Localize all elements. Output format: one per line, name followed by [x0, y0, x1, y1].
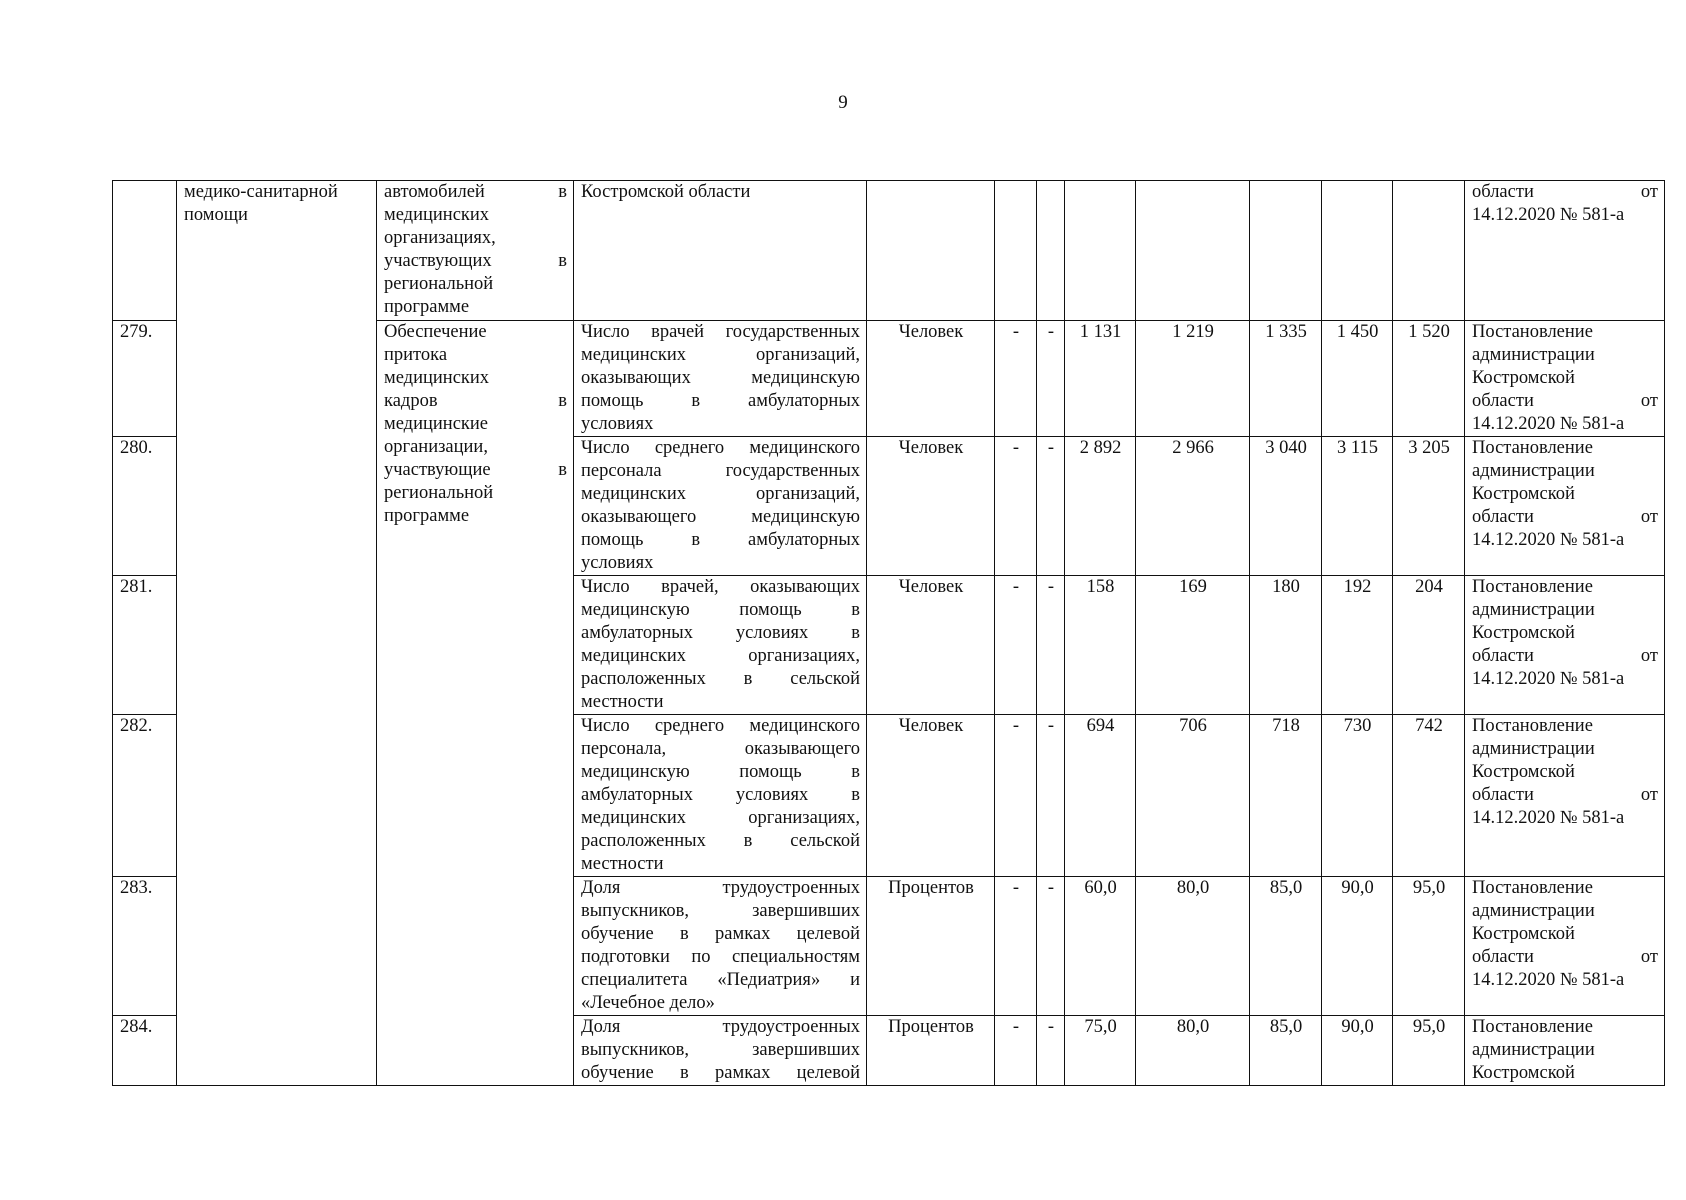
cell-value: 1 131: [1065, 321, 1136, 437]
basis-line: Постановление: [1472, 1017, 1593, 1037]
basis-line: администрации: [1472, 461, 1595, 481]
indicator-line: Доля трудоустроенных: [581, 1017, 860, 1037]
cell-indicator: [574, 715, 867, 877]
indicator-line: медицинскую помощь в: [581, 762, 860, 782]
measure-line: организации,: [384, 437, 488, 457]
basis-line: Костромской: [1472, 1063, 1575, 1083]
indicator-line: оказывающих медицинскую: [581, 368, 860, 388]
cell-basis: [1465, 437, 1665, 576]
cell-value: 169: [1136, 576, 1250, 715]
cell-activity: [177, 181, 377, 1086]
cell-value: 204: [1393, 576, 1465, 715]
basis-line: области от: [1472, 391, 1658, 411]
basis-line: области от: [1472, 947, 1658, 967]
cell-indicator: [574, 576, 867, 715]
indicator-line: подготовки по специальностям: [581, 947, 860, 967]
cell-value: 3 040: [1250, 437, 1322, 576]
basis-line: Костромской: [1472, 623, 1575, 643]
basis-line: области от: [1472, 785, 1658, 805]
basis-line: области от: [1472, 646, 1658, 666]
cell-dash: -: [1037, 576, 1065, 715]
cell-dash: -: [995, 877, 1037, 1016]
basis-line: администрации: [1472, 345, 1595, 365]
cell-measure-continuation: [377, 181, 574, 321]
basis-line: Постановление: [1472, 322, 1593, 342]
cell-value: 80,0: [1136, 877, 1250, 1016]
basis-line: Постановление: [1472, 716, 1593, 736]
cell-value: 95,0: [1393, 877, 1465, 1016]
cell-value-empty: [1393, 181, 1465, 321]
row-number: 283.: [113, 877, 177, 1016]
indicator-line: местности: [581, 854, 664, 874]
basis-line: области от: [1472, 182, 1658, 202]
measure-line: региональной: [384, 274, 494, 294]
cell-unit: Человек: [867, 321, 995, 437]
cell-value: 158: [1065, 576, 1136, 715]
table-body: [113, 181, 1665, 1086]
activity-line: помощи: [184, 205, 248, 225]
basis-line: 14.12.2020 № 581-а: [1472, 205, 1625, 225]
cell-indicator: [574, 1016, 867, 1086]
measure-line: участвующих в: [384, 251, 567, 271]
cell-basis: [1465, 715, 1665, 877]
indicator-line: медицинских организациях,: [581, 646, 860, 666]
basis-line: 14.12.2020 № 581-а: [1472, 530, 1625, 550]
cell-unit-empty: [867, 181, 995, 321]
cell-dash: -: [995, 321, 1037, 437]
cell-unit: Человек: [867, 715, 995, 877]
cell-value: 180: [1250, 576, 1322, 715]
indicators-table: [112, 180, 1665, 1086]
indicator-line: «Лечебное дело»: [581, 993, 715, 1013]
cell-value: 80,0: [1136, 1016, 1250, 1086]
indicator-line: Число среднего медицинского: [581, 716, 860, 736]
indicator-line: Число среднего медицинского: [581, 438, 860, 458]
basis-line: администрации: [1472, 739, 1595, 759]
cell-basis-continuation: [1465, 181, 1665, 321]
row-number: 281.: [113, 576, 177, 715]
basis-line: Постановление: [1472, 438, 1593, 458]
cell-basis: [1465, 1016, 1665, 1086]
cell-dash-empty: [1037, 181, 1065, 321]
cell-dash: -: [995, 1016, 1037, 1086]
basis-line: области от: [1472, 507, 1658, 527]
measure-line: притока: [384, 345, 448, 365]
cell-value: 3 115: [1322, 437, 1393, 576]
row-number: 284.: [113, 1016, 177, 1086]
indicator-line: Доля трудоустроенных: [581, 878, 860, 898]
indicator-line: выпускников, завершивших: [581, 1040, 860, 1060]
cell-measure: [377, 321, 574, 1086]
indicator-line: выпускников, завершивших: [581, 901, 860, 921]
cell-unit: Процентов: [867, 877, 995, 1016]
basis-line: Костромской: [1472, 368, 1575, 388]
cell-value: 718: [1250, 715, 1322, 877]
row-number: 280.: [113, 437, 177, 576]
indicator-line: помощь в амбулаторных: [581, 391, 860, 411]
measure-line: региональной: [384, 483, 494, 503]
cell-dash: -: [995, 576, 1037, 715]
cell-dash-empty: [995, 181, 1037, 321]
cell-value: 1 335: [1250, 321, 1322, 437]
cell-dash: -: [1037, 321, 1065, 437]
cell-value-empty: [1136, 181, 1250, 321]
basis-line: администрации: [1472, 600, 1595, 620]
cell-basis: [1465, 576, 1665, 715]
cell-basis: [1465, 321, 1665, 437]
measure-line: Обеспечение: [384, 322, 487, 342]
basis-line: 14.12.2020 № 581-а: [1472, 669, 1625, 689]
cell-dash: -: [1037, 1016, 1065, 1086]
indicator-line: амбулаторных условиях в: [581, 785, 860, 805]
indicator-line: помощь в амбулаторных: [581, 530, 860, 550]
basis-line: Костромской: [1472, 924, 1575, 944]
row-number: 282.: [113, 715, 177, 877]
cell-value: 2 966: [1136, 437, 1250, 576]
measure-line: организациях,: [384, 228, 496, 248]
indicator-line: медицинскую помощь в: [581, 600, 860, 620]
activity-line: медико-санитарной: [184, 182, 338, 202]
cell-dash: -: [995, 437, 1037, 576]
cell-value: 192: [1322, 576, 1393, 715]
cell-value: 730: [1322, 715, 1393, 877]
cell-dash: -: [995, 715, 1037, 877]
basis-line: 14.12.2020 № 581-а: [1472, 414, 1625, 434]
cell-basis: [1465, 877, 1665, 1016]
cell-value: 95,0: [1393, 1016, 1465, 1086]
indicator-line: персонала, оказывающего: [581, 739, 860, 759]
measure-line: медицинских: [384, 368, 490, 388]
page-number: 9: [838, 92, 848, 113]
cell-value: 1 219: [1136, 321, 1250, 437]
indicator-line: медицинских организациях,: [581, 808, 860, 828]
indicator-line: обучение в рамках целевой: [581, 924, 860, 944]
measure-line: медицинские: [384, 414, 488, 434]
indicator-line: условиях: [581, 553, 654, 573]
cell-value: 1 520: [1393, 321, 1465, 437]
cell-value: 1 450: [1322, 321, 1393, 437]
indicator-line: оказывающего медицинскую: [581, 507, 860, 527]
cell-value: 85,0: [1250, 877, 1322, 1016]
cell-value: 706: [1136, 715, 1250, 877]
cell-unit: Человек: [867, 576, 995, 715]
table-row-continuation: [113, 181, 1665, 321]
cell-value-empty: [1322, 181, 1393, 321]
indicator-line: специалитета «Педиатрия» и: [581, 970, 860, 990]
cell-value-empty: [1250, 181, 1322, 321]
indicator-line: условиях: [581, 414, 654, 434]
indicator-line: местности: [581, 692, 664, 712]
cell-value: 742: [1393, 715, 1465, 877]
indicator-line: расположенных в сельской: [581, 831, 860, 851]
cell-num-empty: [113, 181, 177, 321]
basis-line: администрации: [1472, 901, 1595, 921]
basis-line: администрации: [1472, 1040, 1595, 1060]
cell-value: 90,0: [1322, 1016, 1393, 1086]
indicator-line: Число врачей государственных: [581, 322, 860, 342]
cell-indicator: [574, 877, 867, 1016]
cell-unit: Процентов: [867, 1016, 995, 1086]
cell-dash: -: [1037, 437, 1065, 576]
cell-dash: -: [1037, 715, 1065, 877]
cell-value-empty: [1065, 181, 1136, 321]
indicator-line: обучение в рамках целевой: [581, 1063, 860, 1083]
measure-line: программе: [384, 297, 470, 317]
measure-line: кадров в: [384, 391, 567, 411]
measure-line: автомобилей в: [384, 182, 567, 202]
cell-value: 694: [1065, 715, 1136, 877]
row-number: 279.: [113, 321, 177, 437]
cell-dash: -: [1037, 877, 1065, 1016]
cell-value: 3 205: [1393, 437, 1465, 576]
measure-line: участвующие в: [384, 460, 567, 480]
indicator-line: амбулаторных условиях в: [581, 623, 860, 643]
cell-value: 2 892: [1065, 437, 1136, 576]
cell-indicator: [574, 437, 867, 576]
indicator-line: Число врачей, оказывающих: [581, 577, 860, 597]
measure-line: медицинских: [384, 205, 490, 225]
indicator-line: расположенных в сельской: [581, 669, 860, 689]
basis-line: 14.12.2020 № 581-а: [1472, 970, 1625, 990]
cell-unit: Человек: [867, 437, 995, 576]
basis-line: Костромской: [1472, 484, 1575, 504]
cell-value: 75,0: [1065, 1016, 1136, 1086]
indicator-line: медицинских организаций,: [581, 484, 860, 504]
basis-line: 14.12.2020 № 581-а: [1472, 808, 1625, 828]
cell-indicator: [574, 321, 867, 437]
indicator-line: медицинских организаций,: [581, 345, 860, 365]
basis-line: Постановление: [1472, 577, 1593, 597]
cell-value: 85,0: [1250, 1016, 1322, 1086]
indicator-line: персонала государственных: [581, 461, 860, 481]
measure-line: программе: [384, 506, 470, 526]
basis-line: Постановление: [1472, 878, 1593, 898]
cell-value: 60,0: [1065, 877, 1136, 1016]
cell-indicator-continuation: Костромской области: [574, 181, 867, 321]
basis-line: Костромской: [1472, 762, 1575, 782]
cell-value: 90,0: [1322, 877, 1393, 1016]
